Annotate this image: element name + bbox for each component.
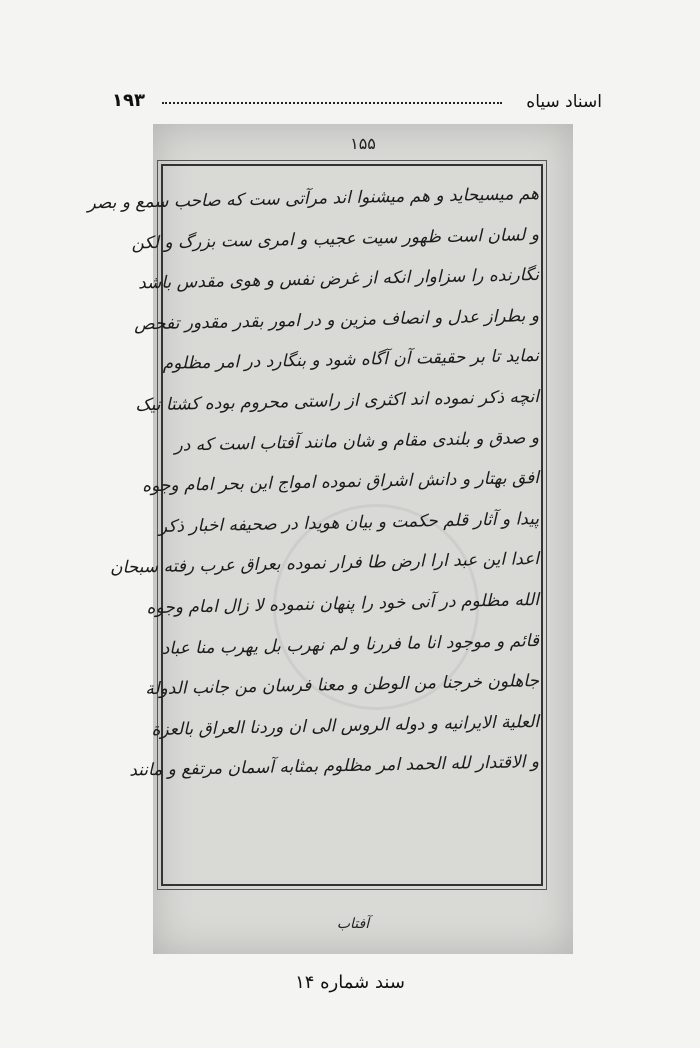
manuscript-line: و الاقتدار لله الحمد امر مظلوم بمثابه آسمان مرتفع و مانند — [129, 752, 540, 781]
manuscript-line: نماید تا بر حقیقت آن آگاه شود و بنگارد در امر مظلوم — [162, 346, 540, 375]
manuscript-folio-number: ۱۵۵ — [350, 134, 376, 153]
manuscript-handwritten-text — [87, 174, 540, 870]
header-dot-leader — [162, 102, 502, 104]
manuscript-line: افق بهتار و دانش اشراق نموده امواج این بحر امام وجوه — [141, 468, 540, 497]
page-header — [112, 84, 602, 120]
manuscript-line: انچه ذکر نموده اند اکثری از راستی محروم بوده کشتا نیک — [135, 386, 540, 416]
page-number: ۱۹۳ — [112, 90, 145, 111]
manuscript-line: العلیة الایرانیه و دوله الروس الی ان وردنا العراق بالعزة — [151, 711, 540, 740]
manuscript-catchword: آفتاب — [336, 916, 370, 932]
manuscript-line: هم میسیحاید و هم میشنوا اند مرآتی ست که صاحب سمع و بصر — [87, 184, 540, 214]
manuscript-line: اعدا این عبد ارا ارض طا فرار نموده بعراق عرب رفته سبحان — [109, 549, 540, 579]
manuscript-line: نگارنده را سزاوار انکه از غرض نفس و هوی مقدس باشد — [137, 265, 540, 294]
manuscript-line: پیدا و آثار قلم حکمت و بیان هویدا در صحیفه اخبار ذکر — [158, 508, 540, 537]
book-title: اسناد سیاه — [526, 92, 602, 112]
document-caption: سند شماره ۱۴ — [295, 972, 405, 993]
manuscript-line: و بطراز عدل و انصاف مزین و در امور بقدر مقدور تفحص — [133, 305, 540, 335]
manuscript-image — [87, 124, 573, 954]
manuscript-line: و صدق و بلندی مقام و شان مانند آفتاب است که در — [174, 427, 540, 456]
manuscript-line: جاهلون خرجنا من الوطن و معنا فرسان من جانب الدولة — [145, 671, 540, 700]
manuscript-line: قائم و موجود انا ما فررنا و لم نهرب بل یهرب منا عباد — [161, 630, 540, 659]
manuscript-line: و لسان است ظهور سیت عجیب و امری ست بزرگ و لکن — [131, 224, 540, 254]
manuscript-line: الله مظلوم در آنی خود را پنهان ننموده لا زال امام وجوه — [146, 589, 540, 619]
